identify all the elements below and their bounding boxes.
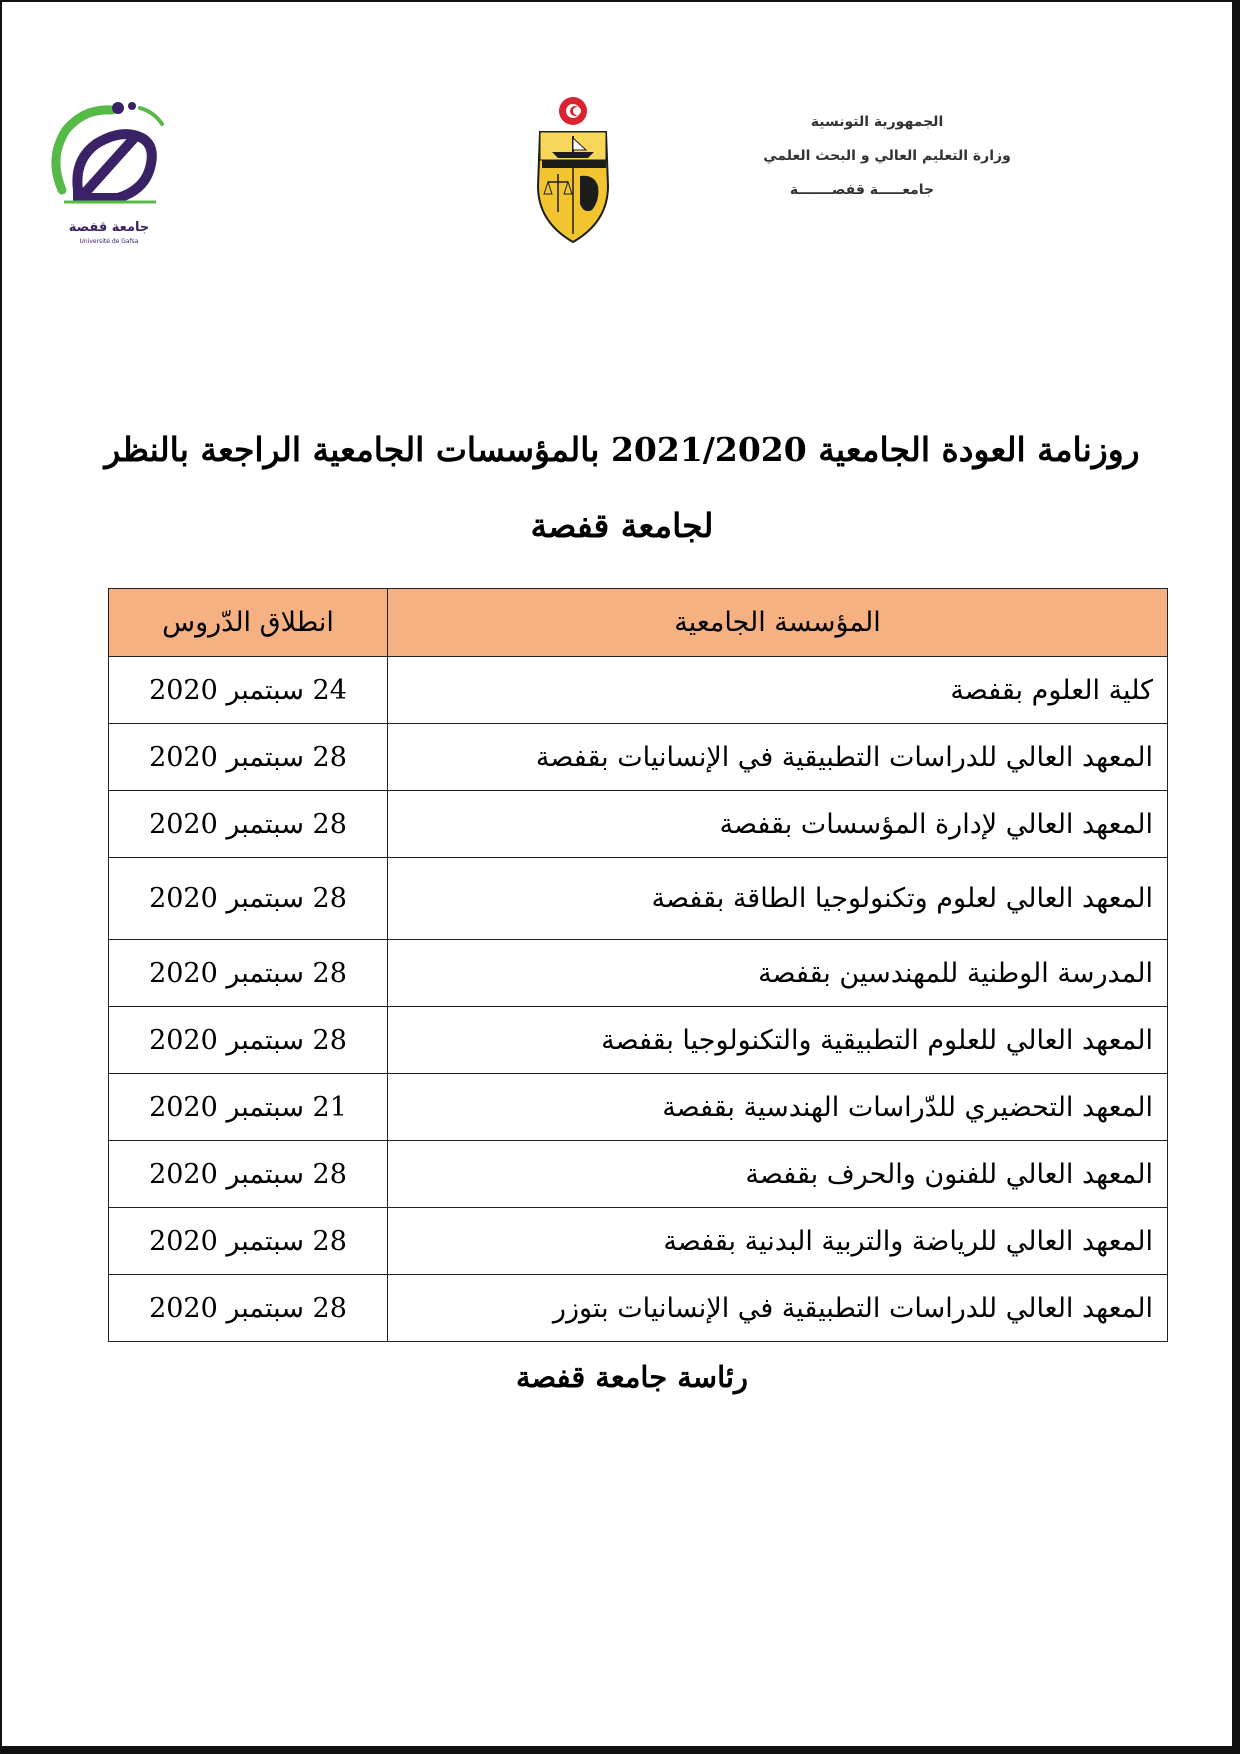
date-cell: 28 سبتمبر 2020 (109, 1141, 388, 1208)
tunisia-coat-of-arms-icon (534, 94, 612, 246)
institution-column-header: المؤسسة الجامعية (388, 589, 1168, 657)
institution-cell: المعهد التحضيري للدّراسات الهندسية بقفصة (388, 1074, 1168, 1141)
date-cell: 28 سبتمبر 2020 (109, 724, 388, 791)
table-row (109, 724, 1168, 791)
presidency-signature: رئاسة جامعة قفصة (515, 1360, 748, 1394)
institution-cell: المعهد العالي للفنون والحرف بقفصة (388, 1141, 1168, 1208)
institution-cell: المعهد العالي للعلوم التطبيقية والتكنولوجيا بقفصة (388, 1007, 1168, 1074)
logo-name-fr: Université de Gafsa (79, 238, 139, 245)
ministry-label: وزارة التعليم العالي و البحث العلمي (763, 148, 1011, 164)
logo-name-ar: جامعة قفصة (68, 220, 150, 235)
start-date-column-header: انطلاق الدّروس (109, 589, 388, 657)
table-row (109, 791, 1168, 858)
table-row (109, 1275, 1168, 1342)
date-cell: 28 سبتمبر 2020 (109, 858, 388, 940)
date-cell: 28 سبتمبر 2020 (109, 1007, 388, 1074)
table-row (109, 1074, 1168, 1141)
date-cell: 28 سبتمبر 2020 (109, 1275, 388, 1342)
table-row (109, 940, 1168, 1007)
institution-cell: المعهد العالي للرياضة والتربية البدنية بقفصة (388, 1208, 1168, 1275)
date-cell: 28 سبتمبر 2020 (109, 1208, 388, 1275)
table-row (109, 1141, 1168, 1208)
university-label: جامعـــــة قفصـــــــة (789, 182, 935, 198)
institution-cell: المدرسة الوطنية للمهندسين بقفصة (388, 940, 1168, 1007)
date-cell: 28 سبتمبر 2020 (109, 940, 388, 1007)
institution-cell: كلية العلوم بقفصة (388, 657, 1168, 724)
page-title: روزنامة العودة الجامعية 2021/2020 بالمؤسسات الجامعية الراجعة بالنظر (104, 430, 1140, 469)
official-header (757, 114, 1011, 216)
table-row (109, 858, 1168, 940)
institution-cell: المعهد العالي للدراسات التطبيقية في الإنسانيات بتوزر (388, 1275, 1168, 1342)
table-row (109, 1007, 1168, 1074)
page-title-continued: لجامعة قفصة (530, 506, 714, 545)
republic-label: الجمهورية التونسية (810, 114, 944, 130)
institution-cell: المعهد العالي للدراسات التطبيقية في الإنسانيات بقفصة (388, 724, 1168, 791)
calendar-table (108, 588, 1168, 1342)
institution-cell: المعهد العالي لإدارة المؤسسات بقفصة (388, 791, 1168, 858)
date-cell: 24 سبتمبر 2020 (109, 657, 388, 724)
table-row (109, 1208, 1168, 1275)
gafsa-logo-icon (44, 98, 174, 218)
institution-cell: المعهد العالي لعلوم وتكنولوجيا الطاقة بقفصة (388, 858, 1168, 940)
date-cell: 21 سبتمبر 2020 (109, 1074, 388, 1141)
table-row (109, 657, 1168, 724)
date-cell: 28 سبتمبر 2020 (109, 791, 388, 858)
university-logo (44, 98, 174, 256)
table-header-row (109, 589, 1168, 657)
